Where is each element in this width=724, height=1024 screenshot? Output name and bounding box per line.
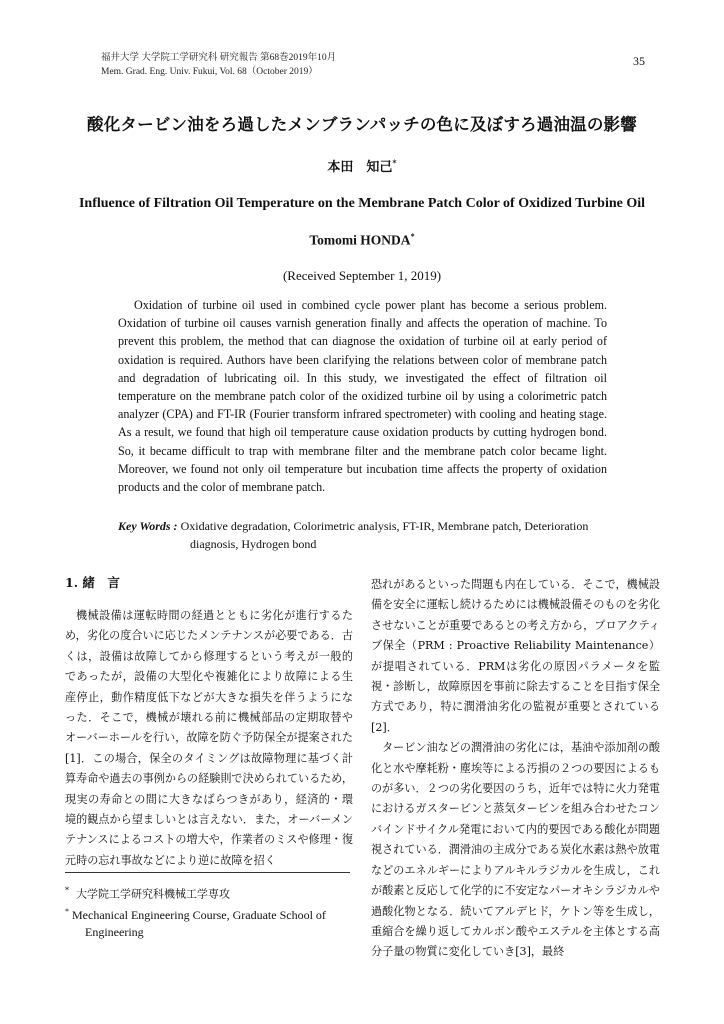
paper-title-jp: 酸化タービン油をろ過したメンブランパッチの色に及ぼすろ過油温の影響 (87, 115, 637, 134)
author-en-mark: * (410, 232, 415, 241)
right-column (371, 575, 660, 963)
page-number: 35 (633, 54, 645, 68)
keywords-line2: diagnosis, Hydrogen bond (190, 537, 317, 551)
paragraph: 機械設備は運転時間の経過とともに劣化が進行するため，劣化の度合いに応じたメンテナンスが必要である．古くは，設備は故障してから修理するという考えが一般的であったが，設備の大型化や複雑化により故障による生産停止，動作精度低下などが大きな損失を伴うようになった．そこで，機械が壊れる前に機械部品の定期取替やオーバーホールを行い，故障を防ぐ予防保全が提案された[1]．この場合，保全のタイミングは故障物理に基づく計算寿命や過去の事例からの経験則で決められているため，現実の寿命との間に大きなばらつきがあり，経済的・環境的観点から望ましいとは言えない．また，オーバーメンテナンスによるコストの増大や，作業者のミスや修理・復元時の忘れ事故などにより逆に故障を招く (65, 609, 353, 867)
left-column (65, 606, 353, 871)
abstract: Oxidation of turbine oil used in combined cycle power plant has become a serious problem. Oxidation of turbine oil causes varnish generation finally and affects the operation of machine. To prevent this problem, the method that can diagnose the oxidation of turbine oil at early period of oxidation is required. Authors have been clarifying the relations between color of membrane patch and degradation of lubricating oil. In this study, we investigated the effect of filtration oil temperature on the membrane patch color of the oxidized turbine oil by using a colorimetric patch analyzer (CPA) and FT-IR (Fourier transform infrared spectrometer) with cooling and heating stage. As a result, we found that high oil temperature cause oxidation products by cutting hydrogen bond. So, it became difficult to trap with membrane filter and the membrane patch color became light. Moreover, we found not only oil temperature but incubation time affects the property of oxidation products and the color of membrane patch. (118, 298, 607, 495)
keywords-label: Key Words : (118, 519, 178, 533)
author-name-en (0, 232, 724, 249)
footnote-en-line1: Mechanical Engineering Course, Graduate School of (72, 907, 326, 922)
footnote-mark: * (65, 906, 69, 916)
footnote-en (65, 903, 355, 924)
journal-header-en: Mem. Grad. Eng. Univ. Fukui, Vol. 68（October 2019） (101, 67, 318, 77)
paper-title-en: Influence of Filtration Oil Temperature on the Membrane Patch Color of Oxidized Turbine Oil (78, 196, 646, 211)
paragraph: タービン油などの潤滑油の劣化には，基油や添加剤の酸化と水や摩耗粉・塵埃等による汚損の２つの要因によるものが多い．２つの劣化要因のうち，近年では特に火力発電におけるガスタービンと蒸気タービンを組み合わせたコンバインドサイクル発電において内的要因である酸化が問題視されている．潤滑油の主成分である炭化水素は熱や放電などのエネルギーによりアルキルラジカルを生成し，これが酸素と反応して化学的に不安定なパーオキシラジカルや過酸化物となる．続いてアルデヒド，ケトン等を生成し，重縮合を繰り返してカルボン酸やエステルを主体とする高分子量の物質に変化していき[3]，最終 (371, 741, 660, 959)
keywords-block (118, 517, 607, 553)
author-jp-text: 本田 知己 (327, 160, 393, 175)
footnote-jp-text: 大学院工学研究科機械工学専攻 (76, 887, 230, 901)
footnote-en-line2: Engineering (85, 924, 144, 939)
footnote-mark: * (65, 886, 69, 895)
footnotes (65, 882, 355, 941)
keywords-line1: Oxidative degradation, Colorimetric analysis, FT-IR, Membrane patch, Deterioration (180, 519, 589, 533)
journal-header-jp: 福井大学 大学院工学研究科 研究報告 第68巻2019年10月 (101, 53, 337, 63)
author-jp-mark: * (392, 157, 397, 168)
paragraph: 恐れがあるといった問題も内在している．そこで，機械設備を安全に運転し続けるためには機械設備そのものを劣化させないことが重要であるとの考え方から，プロアクティブ保全（PRM : Proactive Reliability Maintenance）が提唱されている．PRMは劣化の原因パラメータを監視・診断し，故障原因を事前に除去することを目指す保全方式であり，特に潤滑油劣化の監視が重要とされている[2]． (371, 578, 660, 734)
received-date: (Received September 1, 2019) (282, 268, 442, 283)
footnote-divider (65, 872, 350, 873)
footnote-jp (65, 882, 355, 903)
author-en-text: Tomomi HONDA (309, 232, 411, 248)
section-heading: 1. 緒 言 (65, 575, 120, 590)
author-name-jp (0, 156, 724, 175)
